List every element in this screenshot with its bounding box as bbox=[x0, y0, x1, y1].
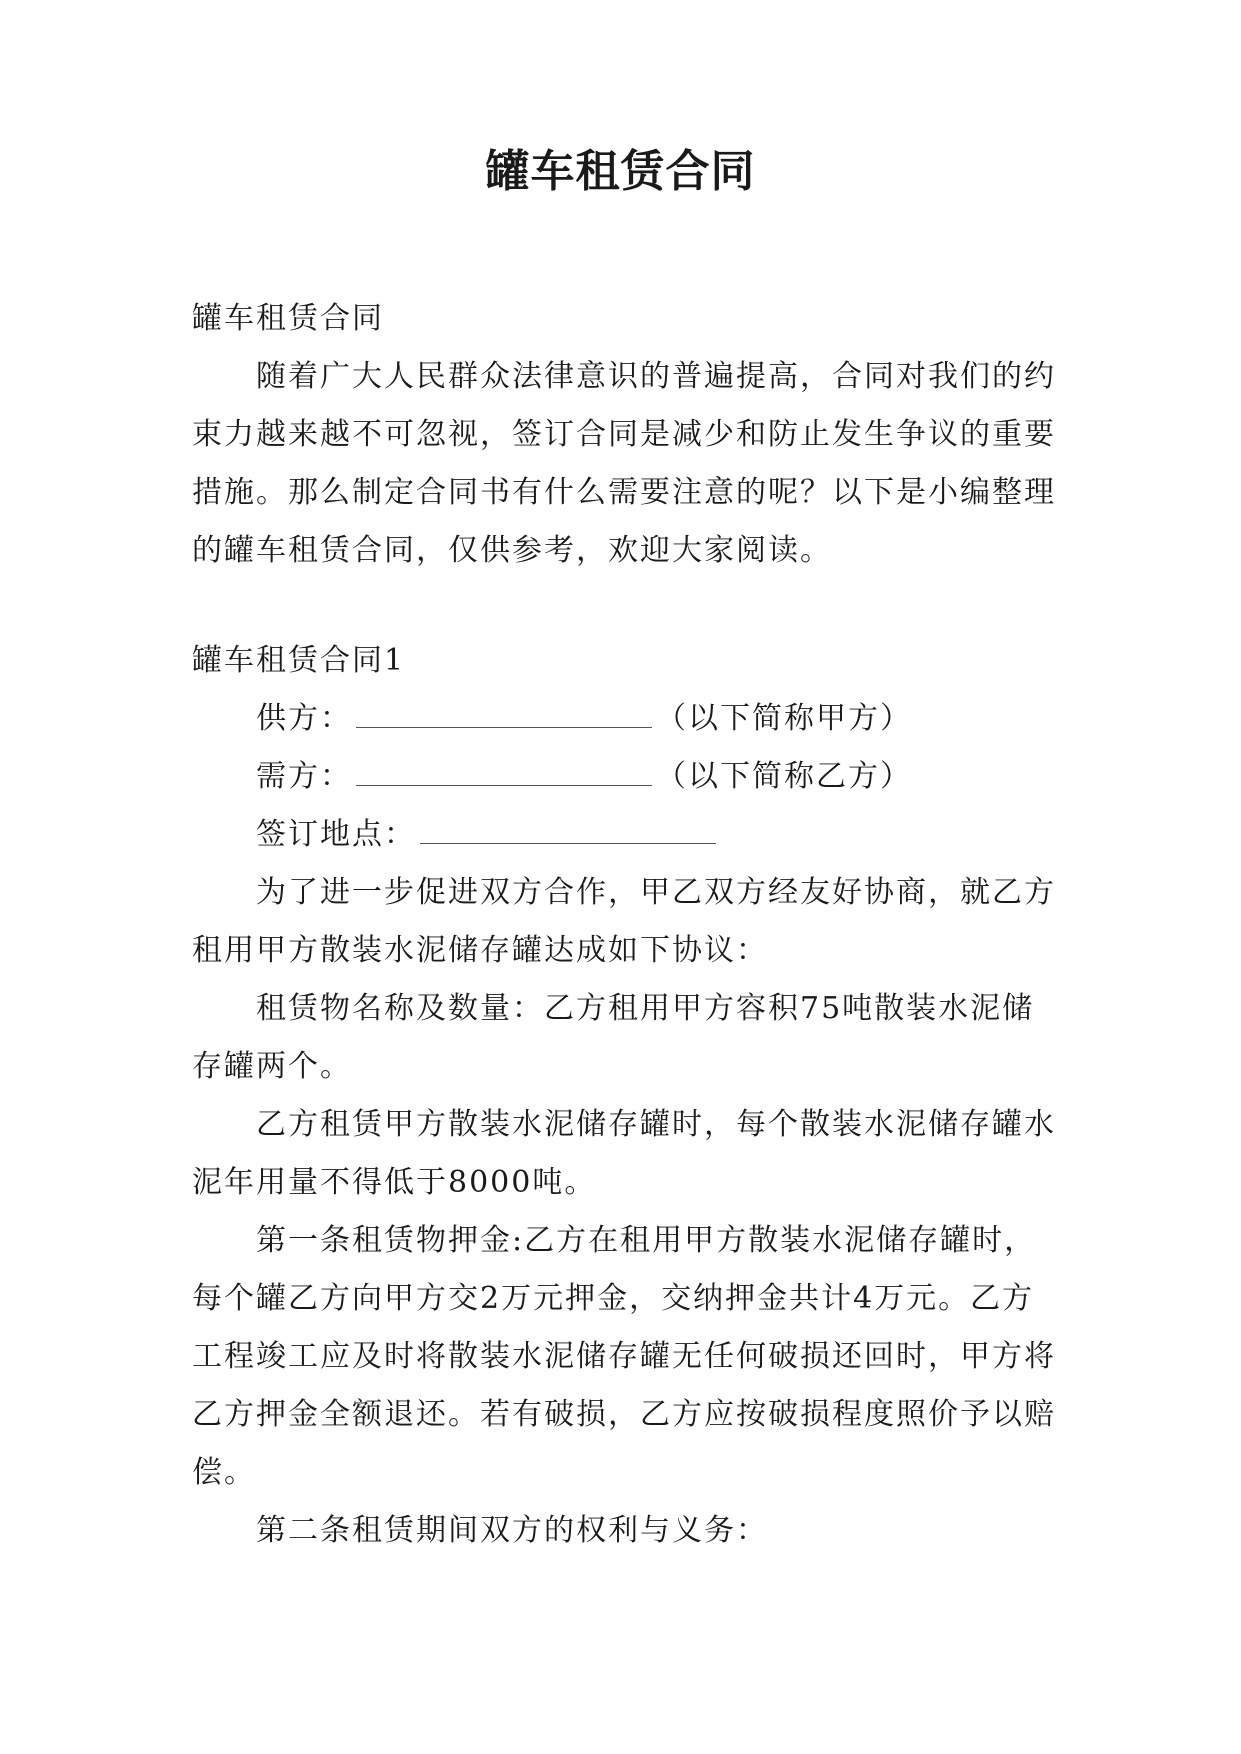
buyer-suffix: （以下简称乙方） bbox=[656, 759, 912, 794]
supplier-suffix: （以下简称甲方） bbox=[656, 701, 912, 736]
body-paragraph: 第二条租赁期间双方的权利与义务： bbox=[256, 1513, 768, 1548]
supplier-blank-line bbox=[356, 701, 652, 728]
place-label: 签订地点： bbox=[256, 817, 416, 852]
supplier-row bbox=[192, 690, 1058, 748]
intro-paragraph: 随着广大人民群众法律意识的普遍提高，合同对我们的约束力越来越不可忽视，签订合同是减少和防止发生争议的重要措施。那么制定合同书有什么需要注意的呢？以下是小编整理的罐车租赁合同，仅供参考，欢迎大家阅读。 bbox=[192, 359, 1056, 568]
document-body bbox=[192, 290, 1058, 1560]
place-blank-line bbox=[420, 817, 716, 844]
buyer-blank-line bbox=[356, 759, 652, 786]
body-paragraph: 第一条租赁物押金:乙方在租用甲方散装水泥储存罐时，每个罐乙方向甲方交2万元押金，交纳押金共计4万元。乙方工程竣工应及时将散装水泥储存罐无任何破损还回时，甲方将乙方押金全额退还。若有破损，乙方应按破损程度照价予以赔偿。 bbox=[192, 1223, 1056, 1490]
body-paragraph: 为了进一步促进双方合作，甲乙双方经友好协商，就乙方租用甲方散装水泥储存罐达成如下协议： bbox=[192, 875, 1056, 968]
supplier-label: 供方： bbox=[256, 701, 352, 736]
body-paragraph: 租赁物名称及数量：乙方租用甲方容积75吨散装水泥储存罐两个。 bbox=[192, 991, 1035, 1084]
body-paragraph: 乙方租赁甲方散装水泥储存罐时，每个散装水泥储存罐水泥年用量不得低于8000吨。 bbox=[192, 1107, 1056, 1200]
buyer-row bbox=[192, 748, 1058, 806]
document-title: 罐车租赁合同 bbox=[485, 146, 756, 197]
buyer-label: 需方： bbox=[256, 759, 352, 794]
place-row bbox=[192, 806, 1058, 864]
contract-heading: 罐车租赁合同1 bbox=[192, 643, 406, 678]
intro-heading: 罐车租赁合同 bbox=[192, 301, 384, 336]
